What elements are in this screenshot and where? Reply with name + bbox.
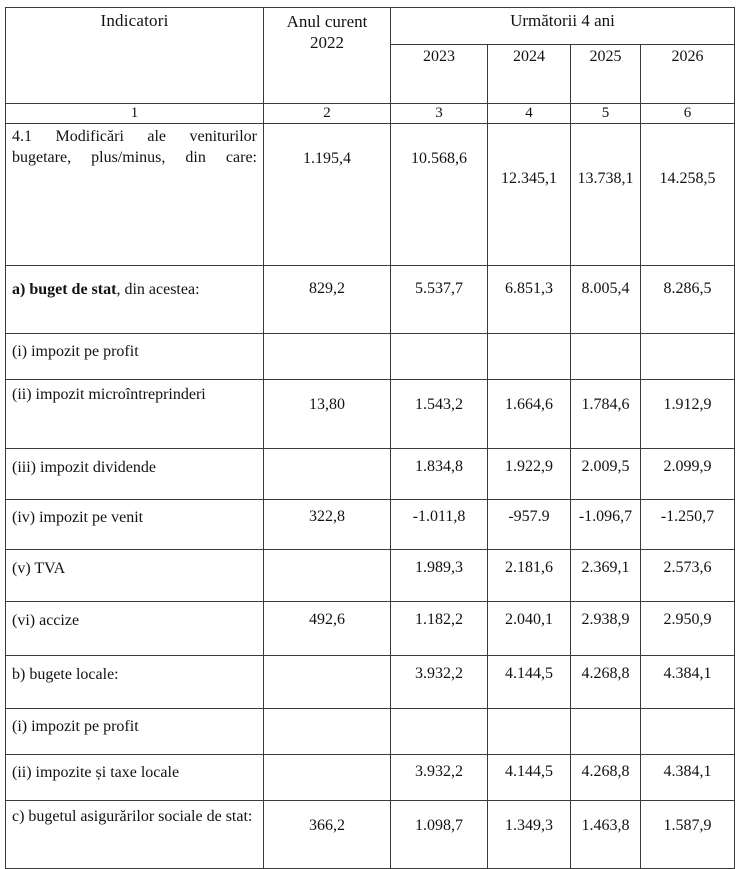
- cell-2025: 4.268,8: [571, 656, 641, 709]
- cell-2024: [488, 334, 571, 380]
- cell-2022: 492,6: [264, 602, 391, 656]
- header-year-2025: 2025: [571, 45, 641, 104]
- cell-2024: 2.181,6: [488, 550, 571, 602]
- cell-2022: [264, 334, 391, 380]
- budget-impact-table: [5, 7, 735, 869]
- cell-2024: [488, 709, 571, 755]
- cell-2023: 1.098,7: [391, 801, 488, 869]
- cell-2023: 3.932,2: [391, 755, 488, 801]
- row-label: 4.1 Modificări ale veniturilor bugetare, plus/minus, din care:: [6, 124, 264, 266]
- cell-2025: [571, 334, 641, 380]
- row-label: (iii) impozit dividende: [6, 449, 264, 500]
- cell-2025: 13.738,1: [571, 124, 641, 266]
- header-anul-curent-year: 2022: [310, 33, 344, 53]
- cell-2023: -1.011,8: [391, 500, 488, 550]
- cell-2026: 8.286,5: [641, 266, 735, 334]
- header-row-top: [6, 8, 735, 45]
- cell-2024: 6.851,3: [488, 266, 571, 334]
- table-header: [6, 8, 735, 124]
- cell-2026: [641, 334, 735, 380]
- cell-2023: [391, 334, 488, 380]
- row-label: [6, 266, 264, 334]
- cell-2023: 1.989,3: [391, 550, 488, 602]
- header-year-2024: 2024: [488, 45, 571, 104]
- column-number-1: 1: [6, 104, 264, 124]
- cell-2023: 5.537,7: [391, 266, 488, 334]
- row-label: b) bugete locale:: [6, 656, 264, 709]
- cell-2025: 1.784,6: [571, 380, 641, 449]
- row-label-rest: , din acestea:: [116, 281, 200, 298]
- header-anul-curent: [264, 8, 391, 104]
- cell-2023: 3.932,2: [391, 656, 488, 709]
- cell-2023: 1.543,2: [391, 380, 488, 449]
- table-row: [6, 602, 735, 656]
- row-label: (v) TVA: [6, 550, 264, 602]
- cell-2026: 2.573,6: [641, 550, 735, 602]
- cell-2022: 1.195,4: [264, 124, 391, 266]
- header-anul-curent-label: Anul curent: [286, 12, 368, 31]
- row-label-bold: a) buget de stat: [12, 281, 117, 298]
- cell-2024: 4.144,5: [488, 755, 571, 801]
- document-page: [5, 7, 734, 834]
- column-number-3: 3: [391, 104, 488, 124]
- cell-2026: 2.950,9: [641, 602, 735, 656]
- cell-2025: 2.369,1: [571, 550, 641, 602]
- cell-2022: [264, 550, 391, 602]
- cell-2025: 2.009,5: [571, 449, 641, 500]
- table-body: [6, 124, 735, 869]
- cell-2024: 4.144,5: [488, 656, 571, 709]
- cell-2026: 1.587,9: [641, 801, 735, 869]
- column-number-6: 6: [641, 104, 735, 124]
- table-row: [6, 449, 735, 500]
- column-number-4: 4: [488, 104, 571, 124]
- cell-2024: 1.922,9: [488, 449, 571, 500]
- cell-2026: 4.384,1: [641, 656, 735, 709]
- table-row: [6, 656, 735, 709]
- cell-2022: [264, 709, 391, 755]
- cell-2023: 1.834,8: [391, 449, 488, 500]
- header-indicatori: Indicatori: [6, 8, 264, 104]
- row-label: (iv) impozit pe venit: [6, 500, 264, 550]
- cell-2025: [571, 709, 641, 755]
- table-row: [6, 500, 735, 550]
- row-label: c) bugetul asigurărilor sociale de stat:: [6, 801, 264, 869]
- row-label: (ii) impozite și taxe locale: [6, 755, 264, 801]
- table-row: [6, 550, 735, 602]
- column-number-5: 5: [571, 104, 641, 124]
- cell-2026: 2.099,9: [641, 449, 735, 500]
- table-row: [6, 709, 735, 755]
- cell-2026: -1.250,7: [641, 500, 735, 550]
- cell-2024: 1.664,6: [488, 380, 571, 449]
- cell-2025: 4.268,8: [571, 755, 641, 801]
- cell-2026: 1.912,9: [641, 380, 735, 449]
- cell-2024: 2.040,1: [488, 602, 571, 656]
- table-row: [6, 755, 735, 801]
- cell-2022: 322,8: [264, 500, 391, 550]
- cell-2025: 1.463,8: [571, 801, 641, 869]
- column-number-row: [6, 104, 735, 124]
- table-row: [6, 124, 735, 266]
- table-row: [6, 801, 735, 869]
- header-year-2023: 2023: [391, 45, 488, 104]
- table-row: [6, 266, 735, 334]
- cell-2026: [641, 709, 735, 755]
- row-label: (ii) impozit microîntreprinderi: [6, 380, 264, 449]
- cell-2025: 2.938,9: [571, 602, 641, 656]
- table-row: [6, 380, 735, 449]
- cell-2024: 12.345,1: [488, 124, 571, 266]
- cell-2024: -957.9: [488, 500, 571, 550]
- cell-2023: 1.182,2: [391, 602, 488, 656]
- cell-2026: 14.258,5: [641, 124, 735, 266]
- cell-2023: 10.568,6: [391, 124, 488, 266]
- header-year-2026: 2026: [641, 45, 735, 104]
- cell-2025: -1.096,7: [571, 500, 641, 550]
- cell-2022: 829,2: [264, 266, 391, 334]
- cell-2022: [264, 755, 391, 801]
- table-row: [6, 334, 735, 380]
- row-label: (vi) accize: [6, 602, 264, 656]
- cell-2022: [264, 449, 391, 500]
- cell-2026: 4.384,1: [641, 755, 735, 801]
- cell-2022: [264, 656, 391, 709]
- cell-2025: 8.005,4: [571, 266, 641, 334]
- cell-2023: [391, 709, 488, 755]
- row-label: (i) impozit pe profit: [6, 709, 264, 755]
- cell-2022: 366,2: [264, 801, 391, 869]
- row-label: (i) impozit pe profit: [6, 334, 264, 380]
- cell-2024: 1.349,3: [488, 801, 571, 869]
- header-urmatorii-4-ani: Următorii 4 ani: [391, 8, 735, 45]
- cell-2022: 13,80: [264, 380, 391, 449]
- column-number-2: 2: [264, 104, 391, 124]
